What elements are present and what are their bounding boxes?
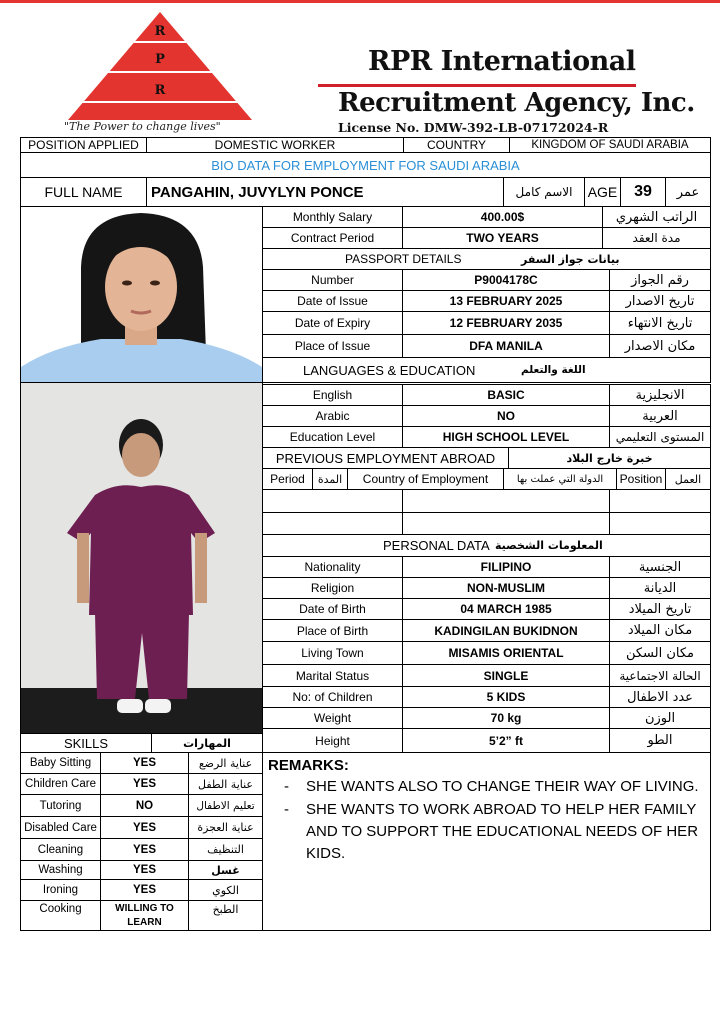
employment-empty-cell (262, 512, 403, 535)
skill-washing-label: Washing (20, 860, 101, 880)
company-name-line1: RPR International (368, 46, 636, 77)
remark-item (284, 799, 709, 865)
country-value: KINGDOM OF SAUDI ARABIA (509, 137, 711, 153)
license-number: License No. DMW-392-LB-07172024-R (338, 120, 609, 135)
weight-label-ar: الوزن (609, 707, 711, 729)
skill-tutoring-label: Tutoring (20, 794, 101, 817)
form-title: BIO DATA FOR EMPLOYMENT FOR SAUDI ARABIA (20, 152, 711, 178)
position-value: DOMESTIC WORKER (146, 137, 404, 153)
skill-ironing-value: YES (100, 879, 189, 901)
issue-date-label: Date of Issue (262, 290, 403, 312)
issue-date-label-ar: تاريخ الاصدار (609, 290, 711, 312)
fullname-value: PANGAHIN, JUVYLYN PONCE (146, 177, 504, 207)
skill-children-care-value: YES (100, 773, 189, 795)
employment-position-label: Position (616, 468, 666, 490)
employment-country-label-ar: الدولة التي عملت بها (503, 468, 617, 490)
remark-bullet: - (284, 801, 289, 818)
religion-label: Religion (262, 577, 403, 599)
dob-value: 04 MARCH 1985 (402, 598, 610, 620)
weight-label: Weight (262, 707, 403, 729)
contract-period-label: Contract Period (262, 227, 403, 249)
skill-cooking-label-ar: الطبخ (188, 900, 263, 931)
salary-label: Monthly Salary (262, 206, 403, 228)
languages-section-label-ar: اللغة والتعلم (521, 364, 586, 376)
remark-text: SHE WANTS ALSO TO CHANGE THEIR WAY OF LIVING. (306, 778, 699, 795)
skills-label-ar: المهارات (151, 733, 263, 753)
place-of-issue-value: DFA MANILA (402, 334, 610, 358)
period-label-ar: المدة (312, 468, 348, 490)
passport-number-label: Number (262, 269, 403, 291)
english-label-ar: الانجليزية (609, 384, 711, 406)
svg-text:P: P (155, 52, 165, 67)
marital-status-value: SINGLE (402, 664, 610, 687)
skill-children-care-label-ar: عناية الطفل (188, 773, 263, 795)
salary-label-ar: الراتب الشهري (602, 206, 711, 228)
skill-tutoring-label-ar: تعليم الاطفال (188, 794, 263, 817)
place-of-issue-label: Place of Issue (262, 334, 403, 358)
weight-value: 70 kg (402, 707, 610, 729)
nationality-value: FILIPINO (402, 556, 610, 578)
religion-label-ar: الديانة (609, 577, 711, 599)
children-label: No: of Children (262, 686, 403, 708)
prev-employment-label: PREVIOUS EMPLOYMENT ABROAD (262, 447, 509, 469)
header-divider (318, 84, 636, 87)
skill-cleaning-label-ar: التنظيف (188, 838, 263, 861)
nationality-label: Nationality (262, 556, 403, 578)
languages-section-label: LANGUAGES & EDUCATION (303, 362, 476, 378)
passport-section-label-ar: بيانات جواز السفر (521, 252, 620, 266)
age-label: AGE (584, 177, 621, 207)
age-label-ar: عمر (665, 177, 711, 207)
english-value: BASIC (402, 384, 610, 406)
portrait-photo-frame (20, 206, 263, 383)
top-accent-bar (0, 0, 720, 3)
living-town-label-ar: مكان السكن (609, 641, 711, 665)
nationality-label-ar: الجنسية (609, 556, 711, 578)
pob-label: Place of Birth (262, 619, 403, 642)
country-label: COUNTRY (403, 137, 510, 153)
skill-ironing-label-ar: الكوي (188, 879, 263, 901)
religion-value: NON-MUSLIM (402, 577, 610, 599)
expiry-date-label-ar: تاريخ الانتهاء (609, 311, 711, 335)
remarks-title: REMARKS: (268, 757, 349, 774)
children-value: 5 KIDS (402, 686, 610, 708)
contract-period-value: TWO YEARS (402, 227, 603, 249)
skill-baby-sitting-label-ar: عناية الرضع (188, 752, 263, 774)
arabic-label: Arabic (262, 405, 403, 427)
fullname-label-ar: الاسم كامل (503, 177, 585, 207)
pob-value: KADINGILAN BUKIDNON (402, 619, 610, 642)
passport-section-label: PASSPORT DETAILS (345, 252, 462, 266)
children-label-ar: عدد الاطفال (609, 686, 711, 708)
period-header (262, 468, 313, 490)
height-value: 5’2” ft (402, 728, 610, 753)
position-label: POSITION APPLIED (20, 137, 147, 153)
personal-section-label-ar: المعلومات الشخصية (495, 539, 603, 552)
skill-children-care-label: Children Care (20, 773, 101, 795)
portrait-photo (21, 207, 262, 382)
prev-employment-label-ar: خبرة خارج البلاد (508, 447, 711, 469)
company-tagline: "The Power to change lives" (64, 120, 221, 133)
salary-value: 400.00$ (402, 206, 603, 228)
remark-bullet: - (284, 778, 289, 795)
employment-empty-cell (402, 512, 610, 535)
company-name-line2: Recruitment Agency, Inc. (338, 88, 695, 118)
svg-text:R: R (154, 83, 166, 98)
remark-item (284, 776, 709, 798)
skill-disabled-care-value: YES (100, 816, 189, 839)
age-value: 39 (620, 177, 666, 207)
personal-section-header (262, 534, 711, 557)
employment-position-label-ar: العمل (665, 468, 711, 490)
marital-status-label: Marital Status (262, 664, 403, 687)
period-label: Period (270, 472, 305, 486)
education-label-ar: المستوى التعليمي (609, 426, 711, 448)
skill-disabled-care-label-ar: عناية العجزة (188, 816, 263, 839)
height-label-ar: الطو (609, 728, 711, 753)
company-logo (60, 8, 260, 123)
dob-label-ar: تاريخ الميلاد (609, 598, 711, 620)
expiry-date-label: Date of Expiry (262, 311, 403, 335)
skill-cleaning-label: Cleaning (20, 838, 101, 861)
skills-label: SKILLS (20, 733, 152, 753)
languages-section-header (262, 357, 711, 383)
passport-number-value: P9004178C (402, 269, 610, 291)
employment-empty-cell (402, 489, 610, 513)
fullname-label: FULL NAME (20, 177, 147, 207)
skill-tutoring-value: NO (100, 794, 189, 817)
height-label: Height (262, 728, 403, 753)
employment-empty-cell (262, 489, 403, 513)
skill-washing-label-ar: غسل (188, 860, 263, 880)
education-label: Education Level (262, 426, 403, 448)
arabic-label-ar: العربية (609, 405, 711, 427)
full-body-photo-frame (20, 382, 263, 734)
skill-cooking-value: WILLING TO LEARN (100, 900, 189, 931)
place-of-issue-label-ar: مكان الاصدار (609, 334, 711, 358)
skill-washing-value: YES (100, 860, 189, 880)
passport-section-header (262, 248, 711, 270)
remark-text: SHE WANTS TO WORK ABROAD TO HELP HER FAMILY AND TO SUPPORT THE EDUCATIONAL NEEDS OF HER KIDS. (306, 801, 699, 862)
skill-disabled-care-label: Disabled Care (20, 816, 101, 839)
employment-empty-cell (609, 489, 711, 513)
dob-label: Date of Birth (262, 598, 403, 620)
full-body-photo (21, 383, 262, 733)
skill-baby-sitting-value: YES (100, 752, 189, 774)
issue-date-value: 13 FEBRUARY 2025 (402, 290, 610, 312)
employment-empty-cell (609, 512, 711, 535)
english-label: English (262, 384, 403, 406)
living-town-label: Living Town (262, 641, 403, 665)
skill-cooking-label: Cooking (20, 900, 101, 931)
pob-label-ar: مكان الميلاد (609, 619, 711, 642)
education-value: HIGH SCHOOL LEVEL (402, 426, 610, 448)
expiry-date-value: 12 FEBRUARY 2035 (402, 311, 610, 335)
skill-ironing-label: Ironing (20, 879, 101, 901)
marital-status-label-ar: الحالة الاجتماعية (609, 664, 711, 687)
passport-number-label-ar: رقم الجواز (609, 269, 711, 291)
skill-cleaning-value: YES (100, 838, 189, 861)
employment-country-label: Country of Employment (347, 468, 504, 490)
arabic-value: NO (402, 405, 610, 427)
svg-text:R: R (154, 24, 166, 39)
contract-period-label-ar: مدة العقد (602, 227, 711, 249)
living-town-value: MISAMIS ORIENTAL (402, 641, 610, 665)
personal-section-label: PERSONAL DATA (383, 538, 490, 553)
skill-baby-sitting-label: Baby Sitting (20, 752, 101, 774)
